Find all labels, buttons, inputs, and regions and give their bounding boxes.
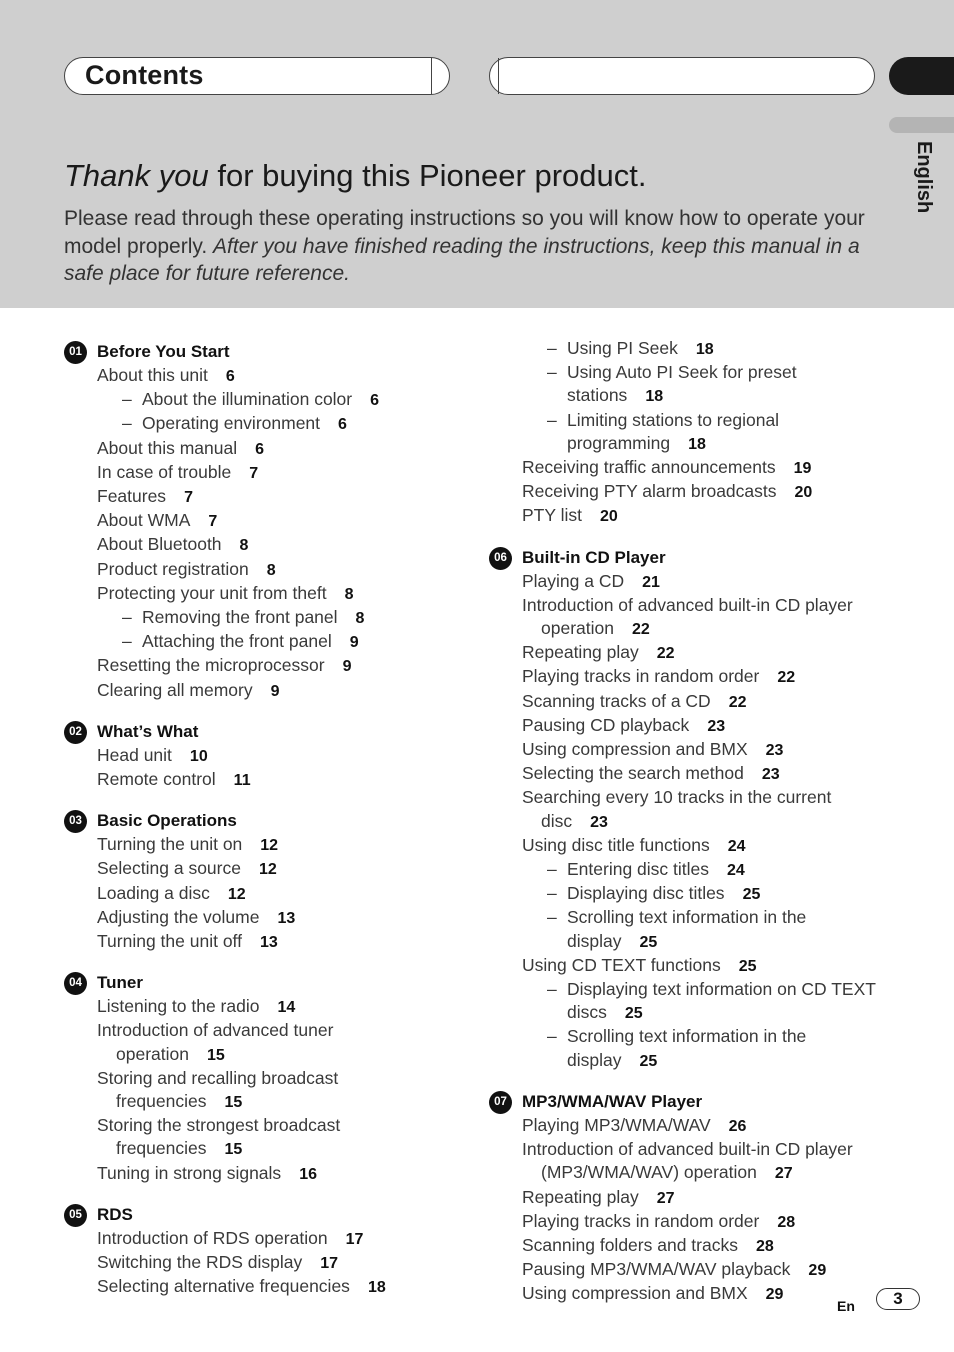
entry-title-cont-text: display bbox=[567, 930, 622, 951]
entry-page: 29 bbox=[808, 1262, 827, 1280]
section-heading[interactable] bbox=[64, 717, 464, 744]
entry-title: Repeating play bbox=[522, 642, 639, 663]
toc-entry[interactable] bbox=[64, 533, 464, 557]
entry-title: Playing MP3/WMA/WAV bbox=[522, 1114, 711, 1135]
entry-title: Scrolling text information in the bbox=[567, 1026, 807, 1047]
toc-section bbox=[64, 806, 464, 954]
toc-subentry[interactable] bbox=[489, 906, 889, 953]
toc-subentry[interactable] bbox=[489, 882, 889, 906]
entry-title: Receiving PTY alarm broadcasts bbox=[522, 481, 777, 502]
toc-entry[interactable] bbox=[64, 558, 464, 582]
entry-title-continued bbox=[567, 384, 889, 408]
entry-title: Limiting stations to regional bbox=[567, 409, 780, 430]
entry-title: Introduction of advanced built-in CD player bbox=[522, 1139, 853, 1160]
entry-title: Scanning tracks of a CD bbox=[522, 690, 711, 711]
entry-title: Features bbox=[97, 486, 167, 507]
toc-subentry[interactable] bbox=[489, 361, 889, 408]
entry-title: Introduction of RDS operation bbox=[97, 1227, 328, 1248]
toc-entry[interactable] bbox=[489, 504, 889, 528]
toc-entry[interactable] bbox=[64, 833, 464, 857]
toc-entry[interactable] bbox=[64, 857, 464, 881]
section-number-badge: 06 bbox=[489, 547, 512, 570]
entry-title: PTY list bbox=[522, 505, 582, 526]
entry-page: 23 bbox=[707, 717, 726, 735]
entry-page: 17 bbox=[320, 1255, 339, 1273]
entry-page: 8 bbox=[355, 610, 365, 628]
entry-title: Searching every 10 tracks in the current bbox=[522, 787, 832, 808]
entry-page: 27 bbox=[656, 1189, 675, 1207]
entry-title: Introduction of advanced built-in CD player bbox=[522, 594, 853, 615]
entry-title-cont-text: operation bbox=[541, 618, 614, 639]
section-title: Tuner bbox=[97, 973, 143, 993]
entry-page: 15 bbox=[224, 1094, 243, 1112]
entry-page: 13 bbox=[277, 909, 296, 927]
intro-plain: Please read through these operating instructions so you will know how to operate your model properly. bbox=[64, 207, 865, 258]
toc-entry[interactable] bbox=[64, 582, 464, 606]
section-heading[interactable] bbox=[489, 543, 889, 570]
entry-title-cont-text: display bbox=[567, 1049, 622, 1070]
entry-page: 25 bbox=[738, 957, 757, 975]
entry-title-cont-text: frequencies bbox=[116, 1138, 207, 1159]
dash-bullet: – bbox=[547, 907, 557, 928]
entry-page: 9 bbox=[349, 634, 359, 652]
entry-title-continued bbox=[567, 432, 889, 456]
entry-page: 6 bbox=[338, 416, 347, 434]
entry-title: About the illumination color bbox=[142, 389, 353, 410]
entry-title: Receiving traffic announcements bbox=[522, 457, 776, 478]
entry-title: Introduction of advanced tuner bbox=[97, 1020, 334, 1041]
toc-entry-list bbox=[64, 833, 464, 954]
entry-title: Playing tracks in random order bbox=[522, 666, 760, 687]
entry-title: Storing and recalling broadcast bbox=[97, 1067, 339, 1088]
toc-entry[interactable] bbox=[489, 690, 889, 714]
entry-title: Product registration bbox=[97, 558, 249, 579]
toc-entry[interactable] bbox=[489, 456, 889, 480]
entry-page: 11 bbox=[233, 772, 251, 790]
entry-page: 8 bbox=[266, 561, 276, 579]
entry-page: 23 bbox=[761, 766, 780, 784]
entry-page: 29 bbox=[765, 1286, 784, 1304]
entry-title: Protecting your unit from theft bbox=[97, 582, 327, 603]
entry-page: 7 bbox=[208, 513, 218, 531]
toc-entry[interactable] bbox=[64, 1162, 464, 1186]
entry-page: 10 bbox=[189, 747, 208, 765]
entry-title: Adjusting the volume bbox=[97, 906, 260, 927]
entry-title-continued bbox=[522, 810, 889, 834]
dash-bullet: – bbox=[122, 607, 132, 628]
entry-page: 27 bbox=[774, 1165, 793, 1183]
entry-page: 9 bbox=[270, 682, 280, 700]
toc-subentry[interactable] bbox=[489, 858, 889, 882]
entry-page: 18 bbox=[695, 341, 714, 358]
toc-subentry[interactable] bbox=[489, 1025, 889, 1072]
entry-page: 25 bbox=[639, 1052, 658, 1070]
section-number-badge: 04 bbox=[64, 972, 87, 995]
section-heading[interactable] bbox=[64, 968, 464, 995]
entry-title: Displaying disc titles bbox=[567, 883, 725, 904]
headline-rest: for buying this Pioneer product. bbox=[208, 158, 647, 193]
section-title: MP3/WMA/WAV Player bbox=[522, 1091, 703, 1111]
entry-page: 13 bbox=[259, 934, 278, 952]
entry-page: 15 bbox=[224, 1141, 243, 1159]
toc-entry[interactable] bbox=[489, 480, 889, 504]
entry-title: Turning the unit off bbox=[97, 931, 242, 952]
entry-title: Using PI Seek bbox=[567, 338, 678, 358]
dash-bullet: – bbox=[547, 979, 557, 1000]
toc-entry-list bbox=[489, 337, 889, 529]
entry-title: Repeating play bbox=[522, 1186, 639, 1207]
toc-section bbox=[64, 968, 464, 1186]
entry-title-cont-text: stations bbox=[567, 385, 628, 406]
toc-entry[interactable] bbox=[64, 930, 464, 954]
entry-page: 24 bbox=[727, 837, 746, 855]
entry-title-cont-text: (MP3/WMA/WAV) operation bbox=[541, 1162, 757, 1183]
entry-title: About Bluetooth bbox=[97, 534, 222, 555]
entry-page: 28 bbox=[755, 1237, 774, 1255]
toc-entry[interactable] bbox=[489, 738, 889, 762]
entry-title-cont-text: operation bbox=[116, 1043, 189, 1064]
toc-entry[interactable] bbox=[489, 834, 889, 858]
entry-page: 14 bbox=[277, 999, 296, 1017]
entry-title: Using compression and BMX bbox=[522, 1283, 748, 1304]
toc-entry[interactable] bbox=[489, 1138, 889, 1185]
toc-entry[interactable] bbox=[489, 1234, 889, 1258]
intro-emphasis: After you have finished reading the instructions, keep this manual in a safe place for future reference. bbox=[64, 234, 860, 285]
toc-entry[interactable] bbox=[64, 906, 464, 930]
entry-title-continued bbox=[567, 1049, 889, 1073]
entry-page: 6 bbox=[370, 392, 380, 410]
page-headline bbox=[64, 158, 884, 194]
toc-entry[interactable] bbox=[64, 461, 464, 485]
entry-title: Pausing CD playback bbox=[522, 714, 690, 735]
entry-title-continued bbox=[522, 1161, 889, 1185]
entry-title: In case of trouble bbox=[97, 461, 232, 482]
toc-entry[interactable] bbox=[489, 762, 889, 786]
entry-page: 22 bbox=[656, 645, 675, 663]
dash-bullet: – bbox=[122, 413, 132, 434]
toc-entry[interactable] bbox=[489, 1258, 889, 1282]
toc-entry[interactable] bbox=[64, 485, 464, 509]
toc-right-column bbox=[489, 337, 889, 1321]
toc-entry[interactable] bbox=[64, 1275, 464, 1299]
entry-page: 19 bbox=[793, 460, 812, 478]
entry-title: Using disc title functions bbox=[522, 834, 710, 855]
entry-title-continued bbox=[97, 1043, 464, 1067]
toc-section-continued bbox=[489, 337, 889, 529]
entry-page: 22 bbox=[631, 621, 650, 639]
toc-entry-list bbox=[489, 1114, 889, 1307]
side-index-block bbox=[889, 57, 954, 95]
toc-entry[interactable] bbox=[64, 1114, 464, 1161]
tab-notch bbox=[431, 58, 445, 94]
entry-title: Switching the RDS display bbox=[97, 1252, 303, 1273]
toc-section bbox=[489, 1087, 889, 1307]
entry-title-continued bbox=[97, 1137, 464, 1161]
section-title: What’s What bbox=[97, 721, 199, 741]
toc-subentry[interactable] bbox=[64, 388, 464, 412]
entry-page: 12 bbox=[260, 837, 279, 855]
entry-page: 23 bbox=[590, 813, 608, 831]
toc-entry[interactable] bbox=[64, 509, 464, 533]
entry-title: About this manual bbox=[97, 437, 238, 458]
section-number-badge: 05 bbox=[64, 1204, 87, 1227]
toc-left-column bbox=[64, 337, 464, 1314]
entry-page: 18 bbox=[645, 388, 664, 406]
section-number-badge: 02 bbox=[64, 721, 87, 744]
entry-page: 20 bbox=[599, 508, 618, 526]
section-heading[interactable] bbox=[489, 1087, 889, 1114]
toc-entry[interactable] bbox=[489, 1186, 889, 1210]
section-title: Built-in CD Player bbox=[522, 547, 666, 567]
section-number-badge: 01 bbox=[64, 341, 87, 364]
toc-entry-list bbox=[64, 364, 464, 703]
toc-entry[interactable] bbox=[489, 1210, 889, 1234]
dash-bullet: – bbox=[547, 1026, 557, 1047]
entry-title: Resetting the microprocessor bbox=[97, 655, 325, 676]
toc-subentry[interactable] bbox=[489, 978, 889, 1025]
toc-section bbox=[64, 337, 464, 703]
entry-title: Operating environment bbox=[142, 413, 321, 434]
entry-title: Displaying text information on CD TEXT bbox=[567, 979, 876, 1000]
blank-tab bbox=[489, 57, 875, 95]
dash-bullet: – bbox=[547, 409, 557, 430]
entry-title: Loading a disc bbox=[97, 882, 210, 903]
entry-page: 23 bbox=[765, 742, 784, 760]
toc-subentry[interactable] bbox=[489, 337, 889, 361]
intro-paragraph bbox=[64, 205, 884, 288]
entry-page: 12 bbox=[227, 885, 246, 903]
dash-bullet: – bbox=[122, 389, 132, 410]
toc-subentry[interactable] bbox=[64, 606, 464, 630]
toc-subentry[interactable] bbox=[64, 412, 464, 436]
entry-title: Entering disc titles bbox=[567, 859, 710, 880]
entry-page: 26 bbox=[728, 1117, 747, 1135]
entry-page: 22 bbox=[777, 669, 796, 687]
entry-title-cont-text: programming bbox=[567, 432, 671, 453]
page-number: 3 bbox=[876, 1288, 920, 1310]
entry-page: 24 bbox=[727, 862, 745, 880]
toc-entry[interactable] bbox=[489, 954, 889, 978]
entry-title: Using CD TEXT functions bbox=[522, 954, 721, 975]
toc-entry-list bbox=[64, 744, 464, 792]
toc-entry[interactable] bbox=[489, 1282, 889, 1306]
entry-title: Scanning folders and tracks bbox=[522, 1234, 738, 1255]
entry-page: 16 bbox=[299, 1165, 317, 1183]
entry-title-continued bbox=[567, 1001, 889, 1025]
entry-page: 7 bbox=[249, 464, 259, 482]
entry-title-cont-text: disc bbox=[541, 810, 573, 831]
dash-bullet: – bbox=[547, 859, 557, 880]
entry-title: Removing the front panel bbox=[142, 607, 338, 628]
toc-entry[interactable] bbox=[489, 1114, 889, 1138]
tab-notch bbox=[498, 58, 512, 94]
entry-title-cont-text: frequencies bbox=[116, 1091, 207, 1112]
toc-entry[interactable] bbox=[64, 995, 464, 1019]
entry-title: Head unit bbox=[97, 744, 172, 765]
toc-entry-list bbox=[64, 995, 464, 1186]
entry-page: 18 bbox=[367, 1279, 386, 1297]
entry-title: Using compression and BMX bbox=[522, 739, 748, 760]
dash-bullet: – bbox=[547, 338, 557, 358]
entry-title: Remote control bbox=[97, 769, 216, 790]
toc-entry[interactable] bbox=[64, 768, 464, 792]
entry-page: 20 bbox=[794, 484, 813, 502]
section-number-badge: 07 bbox=[489, 1091, 512, 1114]
toc-entry[interactable] bbox=[489, 641, 889, 665]
contents-tab bbox=[64, 57, 450, 95]
entry-title: Attaching the front panel bbox=[142, 631, 332, 652]
dash-bullet: – bbox=[547, 883, 557, 904]
toc-section bbox=[64, 1200, 464, 1300]
toc-entry[interactable] bbox=[64, 364, 464, 388]
toc-entry[interactable] bbox=[64, 1251, 464, 1275]
entry-page: 6 bbox=[225, 368, 235, 385]
section-title: Before You Start bbox=[97, 342, 230, 361]
entry-title-cont-text: discs bbox=[567, 1002, 607, 1023]
entry-page: 25 bbox=[639, 933, 658, 951]
toc-entry-list bbox=[64, 1227, 464, 1300]
toc-subentry[interactable] bbox=[489, 409, 889, 456]
entry-title: Clearing all memory bbox=[97, 679, 253, 700]
entry-title: Listening to the radio bbox=[97, 996, 260, 1017]
entry-page: 9 bbox=[342, 658, 352, 676]
entry-page: 12 bbox=[258, 861, 277, 879]
entry-page: 25 bbox=[624, 1005, 643, 1023]
entry-title: Scrolling text information in the bbox=[567, 907, 807, 928]
entry-title-continued bbox=[567, 930, 889, 954]
toc-entry-list bbox=[489, 570, 889, 1073]
entry-page: 28 bbox=[777, 1213, 796, 1231]
toc-subentry[interactable] bbox=[64, 630, 464, 654]
entry-page: 6 bbox=[255, 440, 264, 458]
entry-page: 22 bbox=[728, 693, 747, 711]
entry-title: Using Auto PI Seek for preset bbox=[567, 362, 797, 383]
entry-page: 15 bbox=[206, 1046, 225, 1064]
dash-bullet: – bbox=[547, 362, 557, 383]
entry-title: Playing tracks in random order bbox=[522, 1210, 760, 1231]
entry-title: About WMA bbox=[97, 510, 191, 531]
section-title: Basic Operations bbox=[97, 811, 237, 831]
entry-page: 17 bbox=[345, 1230, 364, 1248]
headline-emphasis: Thank you bbox=[64, 158, 209, 193]
entry-page: 25 bbox=[742, 886, 761, 904]
toc-entry[interactable] bbox=[489, 594, 889, 641]
entry-page: 8 bbox=[239, 537, 249, 555]
entry-title: Selecting alternative frequencies bbox=[97, 1276, 350, 1297]
entry-title: Turning the unit on bbox=[97, 834, 243, 855]
toc-entry[interactable] bbox=[489, 570, 889, 594]
entry-title: Storing the strongest broadcast bbox=[97, 1115, 341, 1136]
toc-entry[interactable] bbox=[489, 665, 889, 689]
toc-section bbox=[489, 543, 889, 1073]
toc-entry[interactable] bbox=[64, 744, 464, 768]
section-heading[interactable] bbox=[64, 806, 464, 833]
contents-title: Contents bbox=[85, 60, 204, 90]
entry-page: 7 bbox=[184, 489, 193, 507]
toc-entry[interactable] bbox=[64, 1227, 464, 1251]
entry-title: Pausing MP3/WMA/WAV playback bbox=[522, 1259, 791, 1280]
entry-title-continued bbox=[97, 1090, 464, 1114]
toc-entry[interactable] bbox=[489, 786, 889, 833]
toc-entry[interactable] bbox=[64, 1019, 464, 1066]
section-heading[interactable] bbox=[64, 1200, 464, 1227]
toc-entry[interactable] bbox=[64, 882, 464, 906]
entry-page: 18 bbox=[688, 435, 706, 453]
entry-title: About this unit bbox=[97, 365, 208, 385]
toc-section bbox=[64, 717, 464, 792]
language-label: English bbox=[913, 141, 935, 214]
entry-title: Selecting a source bbox=[97, 858, 241, 879]
entry-page: 8 bbox=[344, 585, 354, 603]
entry-title-continued bbox=[522, 617, 889, 641]
entry-title: Playing a CD bbox=[522, 570, 625, 591]
entry-page: 21 bbox=[642, 573, 660, 591]
entry-title: Tuning in strong signals bbox=[97, 1162, 282, 1183]
toc-entry[interactable] bbox=[64, 679, 464, 703]
toc-entry[interactable] bbox=[64, 437, 464, 461]
dash-bullet: – bbox=[122, 631, 132, 652]
section-heading[interactable] bbox=[64, 337, 464, 364]
side-index-strip bbox=[889, 117, 954, 133]
toc-entry[interactable] bbox=[64, 1067, 464, 1114]
section-number-badge: 03 bbox=[64, 810, 87, 833]
footer-language-code: En bbox=[837, 1298, 855, 1314]
section-title: RDS bbox=[97, 1204, 133, 1224]
toc-entry[interactable] bbox=[489, 714, 889, 738]
entry-title: Selecting the search method bbox=[522, 763, 744, 784]
toc-entry[interactable] bbox=[64, 654, 464, 678]
